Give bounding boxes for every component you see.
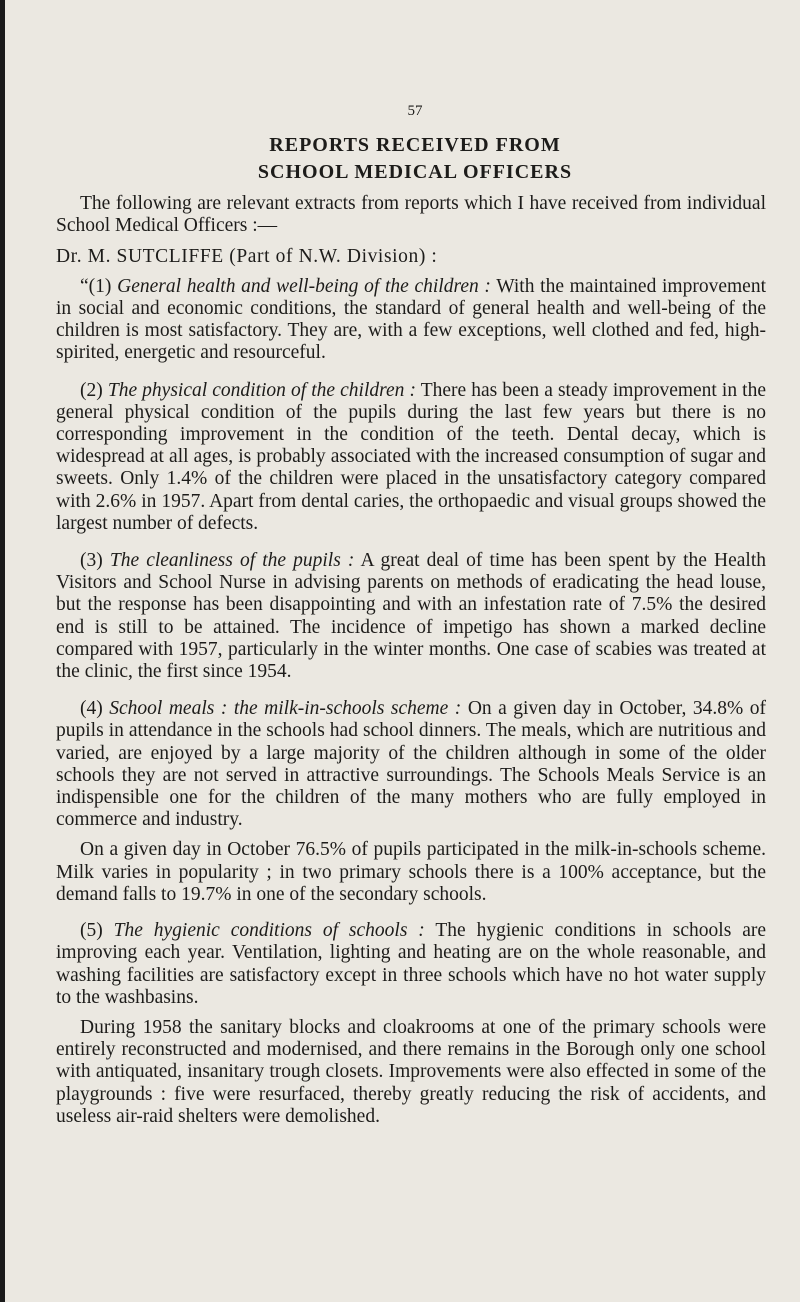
section-5-paragraph (56, 920, 766, 1009)
scan-edge (0, 0, 5, 1302)
page-number: 57 (407, 103, 423, 119)
intro-paragraph: The following are relevant extracts from reports which I have received from individual School Medical Officers :— (56, 193, 766, 237)
section-5-heading: The hygienic conditions of schools : (113, 920, 425, 942)
section-5-number: (5) (80, 920, 103, 942)
section-5-body: The hygienic conditions in schools are improving each year. Ventilation, lighting and heating are on the whole reasonable, and washing facilities are satisfactory except in three schools which have no hot water supply to the washbasins. (56, 920, 766, 1008)
section-3-heading: The cleanliness of the pupils : (109, 550, 355, 572)
section-4-body: On a given day in October, 34.8% of pupils in attendance in the schools had school dinners. The meals, which are nutritious and varied, are enjoyed by a large majority of the children although in some of the older schools they are not served in attractive surroundings. The Schools Meals Service is an indispensible one for the children of the many mothers who are fully employed in commerce and industry. (56, 698, 766, 831)
title-line-1: REPORTS RECEIVED FROM (269, 134, 561, 157)
officer-heading: Dr. M. SUTCLIFFE (Part of N.W. Division) : (56, 245, 438, 267)
section-4-heading: School meals : the milk-in-schools scheme : (109, 698, 462, 720)
section-1-heading: General health and well-being of the children : (117, 275, 491, 297)
section-5-extra-paragraph: During 1958 the sanitary blocks and cloakrooms at one of the primary schools were entirely reconstructed and modernised, and there remains in the Borough only one school with antiquated, insanitary trough closets. Improvements were also effected in some of the playgrounds : five were resurfaced, thereby greatly reducing the risk of accidents, and useless air-raid shelters were demolished. (56, 1016, 766, 1127)
section-1-paragraph (56, 276, 766, 365)
section-2-body: There has been a steady improvement in the general physical condition of the pupils during the last few years but there is no corresponding improvement in the condition of the teeth. Dental decay, which is widespread at all ages, is probably associated with the increased consumption of sugar and sweets. Only 1.4% of the children were placed in the unsatisfactory category compared with 2.6% in 1957. Apart from dental caries, the orthopaedic and visual groups showed the largest number of defects. (56, 379, 767, 534)
page-content (56, 0, 766, 1128)
section-3-number: (3) (80, 550, 103, 572)
section-2-paragraph (56, 380, 766, 535)
section-3-paragraph (56, 550, 766, 683)
title-line-2: SCHOOL MEDICAL OFFICERS (257, 161, 573, 184)
section-4-paragraph (56, 698, 766, 831)
section-1-body: With the maintained improvement in social and economic conditions, the standard of general health and well-being of the children is most satisfactory. They are, with a few exceptions, well clothed and fed, high-spirited, energetic and resourceful. (56, 275, 766, 364)
section-2-number: (2) (80, 379, 103, 401)
section-4-number: (4) (80, 698, 103, 720)
section-3-body: A great deal of time has been spent by the Health Visitors and School Nurse in advising parents on methods of eradicating the head louse, but the response has been disappointing and with an infestation rate of 7.5% the desired end is still to be attained. The incidence of impetigo has shown a marked decline compared with 1957, particularly in the winter months. One case of scabies was treated at the clinic, the first since 1954. (56, 550, 767, 683)
page-title (64, 132, 766, 186)
section-2-heading: The physical condition of the children : (107, 379, 416, 401)
section-1-number: “(1) (80, 275, 112, 297)
section-4-extra-paragraph: On a given day in October 76.5% of pupils participated in the milk-in-schools scheme. Milk varies in popularity ; in two primary schools there is a 100% acceptance, but the demand falls to 19.7% in one of the secondary schools. (56, 839, 766, 905)
